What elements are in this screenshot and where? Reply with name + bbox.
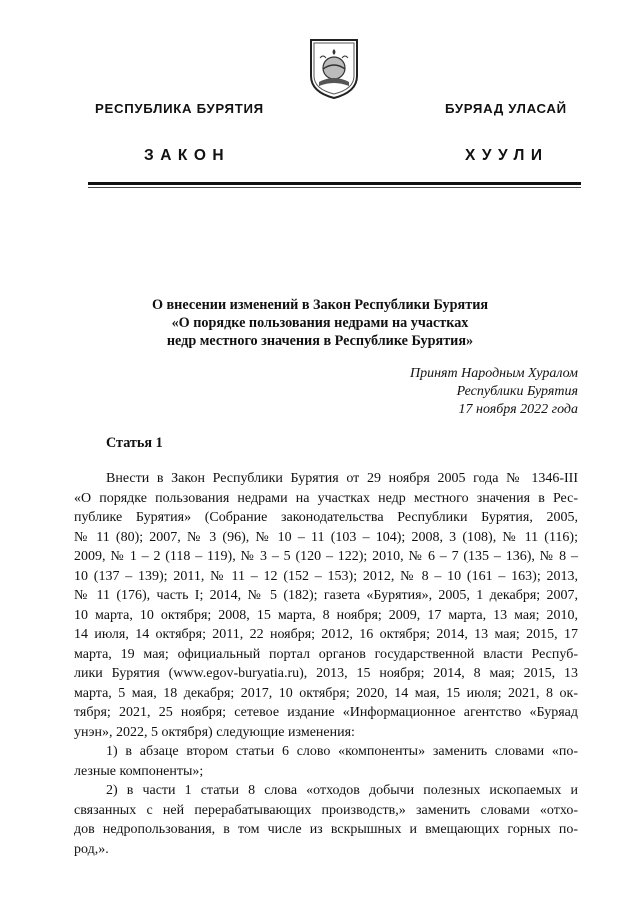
republic-name-ru: РЕСПУБЛИКА БУРЯТИЯ (95, 101, 264, 116)
adoption-date: 17 ноября 2022 года (458, 402, 578, 417)
amendment-2-line: род,». (74, 841, 109, 857)
body-line: № 11 (80); 2007, № 3 (96), № 10 – 11 (103 – 104); 2008, 3 (108), № 11 (116); (74, 529, 578, 545)
title-line: недр местного значения в Республике Бурятия» (166, 333, 474, 349)
body-line: № 11 (176), часть I; 2014, № 5 (182); газета «Бурятия», 2005, 1 декабря; 2007, (74, 588, 578, 603)
emblem-icon (306, 36, 362, 100)
body-line: марта, 19 мая; официальный портал органов государственной власти Респуб- (74, 646, 578, 662)
amendment-2-line: 2) в части 1 статьи 8 слова «отходов добычи полезных ископаемых и (106, 783, 578, 798)
body-line: 14 июля, 14 октября; 2011, 22 ноября; 2012, 16 октября; 2014, 13 мая; 2015, 17 (74, 627, 578, 642)
body-line: «О порядке пользования недрами на участках недр местного значения в Рес- (74, 490, 578, 506)
title-line: «О порядке пользования недрами на участках (171, 315, 469, 331)
body-line: унэн», 2022, 5 октября) следующие изменения: (74, 724, 355, 740)
law-word-bua: ХУУЛИ (465, 147, 549, 164)
article-heading: Статья 1 (106, 435, 163, 451)
amendment-2-line: дов недропользования, в том числе из вскрышных и вмещающих горных по- (74, 822, 578, 837)
adoption-line: Республики Бурятия (456, 384, 578, 399)
article-body (74, 469, 578, 859)
document-title (100, 296, 540, 350)
amendment-2-line: связанных с ней перерабатывающих производств,» заменить словами «отхо- (74, 802, 578, 818)
title-line: О внесении изменений в Закон Республики Бурятия (151, 297, 489, 313)
republic-name-bua: БУРЯАД УЛАСАЙ (445, 101, 567, 116)
body-line: лики Бурятия (www.egov-buryatia.ru), 2013, 15 ноября; 2014, 8 мая; 2015, 13 (74, 666, 578, 681)
adoption-line: Принят Народным Хуралом (409, 366, 578, 381)
amendment-1-line: 1) в абзаце втором статьи 6 слово «компоненты» заменить словами «по- (106, 744, 578, 759)
header-divider-thin (88, 187, 581, 188)
body-line: 10 марта, 10 октября; 2008, 15 марта, 8 ноября; 2009, 17 марта, 13 мая; 2010, (74, 607, 578, 623)
amendment-1-line: лезные компоненты»; (74, 763, 204, 779)
body-line: 2009, № 1 – 2 (118 – 119), № 3 – 5 (120 – 122); 2010, № 6 – 7 (135 – 136), № 8 – (74, 549, 578, 564)
body-line: Внести в Закон Республики Бурятия от 29 ноября 2005 года № 1346-III (106, 471, 578, 486)
body-line: тября; 2021, 25 ноября; сетевое издание «Информационное агентство «Буряад (74, 705, 578, 720)
adoption-note (300, 365, 578, 419)
body-line: публике Бурятия» (Собрание законодательства Республики Бурятия, 2005, (74, 510, 578, 525)
header-divider-thick (88, 182, 581, 185)
law-word-ru: ЗАКОН (144, 147, 231, 164)
body-line: 10 (137 – 139); 2011, № 11 – 12 (152 – 153); 2012, № 8 – 10 (161 – 163); 2013, (74, 568, 578, 584)
body-line: марта, 5 мая, 18 декабря; 2017, 10 октября; 2020, 14 мая, 15 июля; 2021, 8 ок- (74, 685, 578, 701)
